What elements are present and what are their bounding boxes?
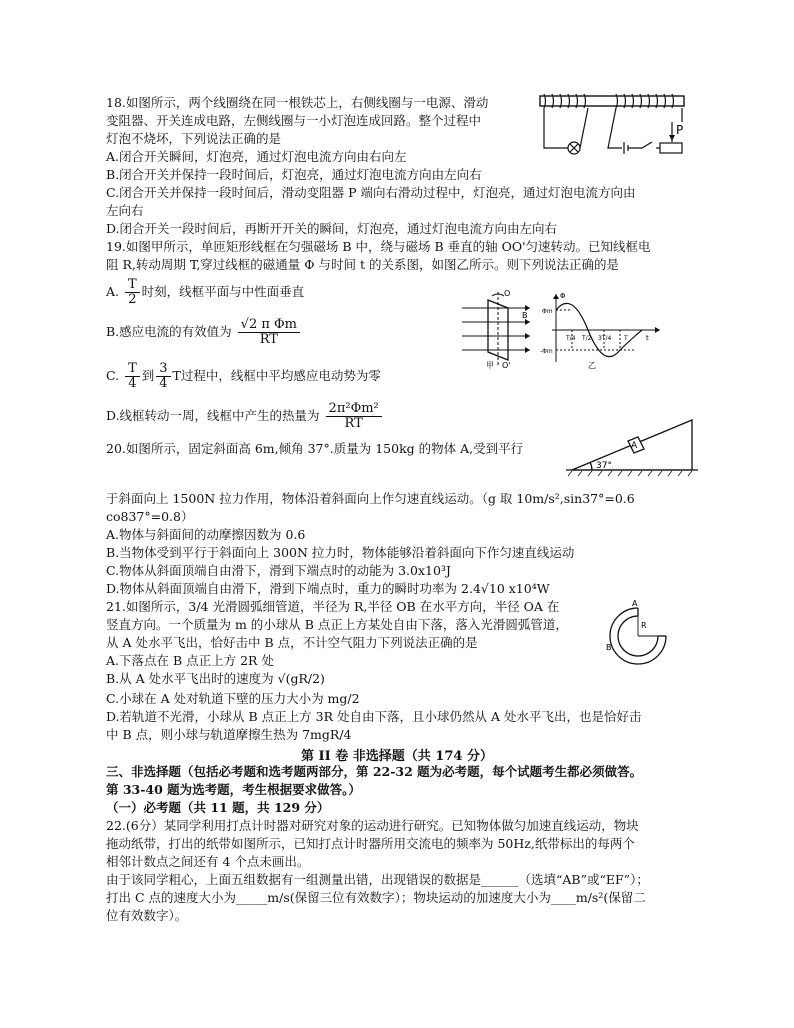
q19-option-c <box>106 362 381 391</box>
q19-a-numerator: T <box>125 278 140 293</box>
q19-d-numerator: 2π²Φm² <box>326 402 382 417</box>
q21-arc-tube-figure <box>604 598 674 670</box>
q19-d-fraction <box>326 402 382 431</box>
q21-figure-label-b: B <box>606 643 612 652</box>
q18-option-c-line-1: C.闭合开关并保持一段时间后，滑动变阻器 P 端向右滑动过程中，灯泡亮，通过灯泡电流方向由 <box>106 185 636 200</box>
q19-graph-tick-t: T <box>624 335 628 342</box>
q21-option-a: A.下落点在 B 点正上方 2R 处 <box>106 653 274 668</box>
q19-c-mid: 到 <box>141 368 155 383</box>
q19-b-prefix: B.感应电流的有效值为 <box>106 324 232 339</box>
q19-c-denominator-2: 4 <box>159 376 168 391</box>
q22-line-1: 22.(6分）某同学利用打点计时器对研究对象的运动进行研究。已知物体做匀加速直线运动，物块 <box>106 818 639 833</box>
q19-a-fraction <box>125 278 140 307</box>
q22-line-5: 打出 C 点的速度大小为_____m/s(保留三位有效数字）；物块运动的加速度大小为____m/s²(保留二 <box>106 890 646 905</box>
q19-figure-label-jia: 甲 <box>486 361 494 370</box>
q20-figure-label-a: A <box>631 441 638 451</box>
q19-b-numerator: √2 π Φm <box>238 318 300 333</box>
q21-option-d-line-2: 中 B 点，则小球与轨道摩擦生热为 7mgR/4 <box>106 727 352 742</box>
q20-line-2: 于斜面向上 1500N 拉力作用，物体沿着斜面向上作匀速直线运动。（g 取 10m/s²,sin37°=0.6 <box>106 491 635 506</box>
q19-graph-label-phim: Φm <box>542 308 553 315</box>
q22-line-4: 由于该同学粗心，上面五组数据有一组测量出错，出现错误的数据是______（选填“AB”或“EF”）； <box>106 872 649 887</box>
q20-option-b: B.当物体受到平行于斜面向上 300N 拉力时，物体能够沿着斜面向下作匀速直线运动 <box>106 545 575 560</box>
q18-option-c-line-2: 左向右 <box>106 203 144 218</box>
q20-line-3: co837°=0.8） <box>106 509 194 524</box>
q21-figure-label-a: A <box>632 599 638 608</box>
section-instruction-line-1: 三、非选择题（包括必考题和选考题两部分，第 22-32 题为必考题，每个试题考生都必须做答。 <box>106 764 643 779</box>
q19-option-a <box>106 278 304 307</box>
q19-line-2: 阻 R,转动周期 T,穿过线框的磁通量 Φ 与时间 t 的关系图，如图乙所示。则下列说法正确的是 <box>106 257 619 272</box>
q19-c-prefix: C. <box>106 368 120 383</box>
section-instruction-line-2: 第 33-40 题为选考题，考生根据要求做答。） <box>106 782 361 797</box>
section-title: 第 II 卷 非选择题（共 174 分） <box>301 749 493 764</box>
q19-graph-tick-t4: T/4 <box>566 335 576 342</box>
q18-line-1: 18.如图所示，两个线圈绕在同一根铁芯上，右侧线圈与一电源、滑动 <box>106 95 489 110</box>
q18-line-3: 灯泡不烧坏，下列说法正确的是 <box>106 131 282 146</box>
q19-c-text: T过程中，线框中平均感应电动势为零 <box>172 368 381 383</box>
q19-graph-tick-t2: T/2 <box>582 335 592 342</box>
q19-a-denominator: 2 <box>128 292 137 307</box>
q19-option-d <box>106 402 384 431</box>
q22-line-3: 相邻计数点之间还有 4 个点未画出。 <box>106 854 310 869</box>
q19-graph-axis-t: t <box>646 334 649 342</box>
q18-line-2: 变阻器、开关连成电路，左侧线圈与一小灯泡连成回路。整个过程中 <box>106 113 482 128</box>
q18-coil-circuit-figure <box>538 92 688 158</box>
q20-option-d: D.物体从斜面顶端自由滑下，滑到下端点时，重力的瞬时功率为 2.4√10 x10⁴W <box>106 581 550 596</box>
q19-figure-label-o: O <box>504 289 511 298</box>
q19-line-1: 19.如图甲所示，单匝矩形线框在匀强磁场 B 中，绕与磁场 B 垂直的轴 OO'匀速转动。已知线框电 <box>106 239 651 254</box>
q19-d-prefix: D.线框转动一周，线框中产生的热量为 <box>106 408 320 423</box>
q18-option-d: D.闭合开关一段时间后，再断开开关的瞬间，灯泡亮，通过灯泡电流方向由左向右 <box>106 221 558 236</box>
q20-option-c: C.物体从斜面顶端自由滑下，滑到下端点时的动能为 3.0x10³J <box>106 563 451 578</box>
q19-option-b <box>106 318 302 347</box>
q22-line-2: 拖动纸带，打出的纸带如图所示，已知打点计时器所用交流电的频率为 50Hz,纸带标出的每两个 <box>106 836 635 851</box>
q21-option-c: C.小球在 A 处对轨道下壁的压力大小为 mg/2 <box>106 691 360 706</box>
q18-option-a: A.闭合开关瞬间，灯泡亮，通过灯泡电流方向由右向左 <box>106 149 407 164</box>
q21-figure-label-r: R <box>641 621 647 630</box>
q19-graph-axis-phi: Φ <box>560 292 566 300</box>
q21-line-1: 21.如图所示，3/4 光滑圆弧细管道，半径为 R,半径 OB 在水平方向，半径 OA 在 <box>106 599 560 614</box>
q20-line-1: 20.如图所示，固定斜面高 6m,倾角 37°.质量为 150kg 的物体 A,受到平行 <box>106 441 524 456</box>
q19-figure-label-o-prime: O' <box>502 361 511 370</box>
q19-d-denominator: RT <box>344 416 363 431</box>
q20-option-a: A.物体与斜面间的动摩擦因数为 0.6 <box>106 527 306 542</box>
q19-figure-label-b: B <box>522 311 528 320</box>
q19-c-numerator-2: 3 <box>156 362 170 377</box>
q19-c-numerator-1: T <box>125 362 140 377</box>
q21-option-d-line-1: D.若轨道不光滑，小球从 B 点正上方 3R 处自由下落，且小球仍然从 A 处水平飞出，也是恰好击 <box>106 709 642 724</box>
q18-option-b: B.闭合开关并保持一段时间后，灯泡亮，通过灯泡电流方向由左向右 <box>106 167 482 182</box>
q18-figure-label-p: P <box>676 123 684 137</box>
q19-rotating-frame-figure <box>460 288 670 370</box>
q19-c-fraction-2 <box>156 362 170 391</box>
q22-line-6: 位有效数字）。 <box>106 908 188 923</box>
q19-a-text: 时刻，线框平面与中性面垂直 <box>141 284 305 299</box>
q19-b-denominator: RT <box>259 332 278 347</box>
q19-a-prefix: A. <box>106 284 120 299</box>
q20-figure-angle: 37° <box>596 461 612 471</box>
q19-b-fraction <box>238 318 300 347</box>
q19-c-fraction-1 <box>125 362 140 391</box>
section-subheading: （一）必考题（共 11 题，共 129 分） <box>106 800 330 815</box>
q21-line-2: 竖直方向。一个质量为 m 的小球从 B 点正上方某处自由下落，落入光滑圆弧管道， <box>106 617 568 632</box>
q20-incline-figure <box>562 414 700 478</box>
q19-figure-label-yi: 乙 <box>588 361 596 370</box>
q19-c-denominator-1: 4 <box>128 376 137 391</box>
q19-graph-label-neg-phim: -Φm <box>540 348 553 355</box>
q21-option-b: B.从 A 处水平飞出时的速度为 √(gR/2) <box>106 671 325 686</box>
q21-line-3: 从 A 处水平飞出，恰好击中 B 点，不计空气阻力下列说法正确的是 <box>106 635 478 650</box>
q19-graph-tick-3t4: 3T/4 <box>598 335 612 342</box>
